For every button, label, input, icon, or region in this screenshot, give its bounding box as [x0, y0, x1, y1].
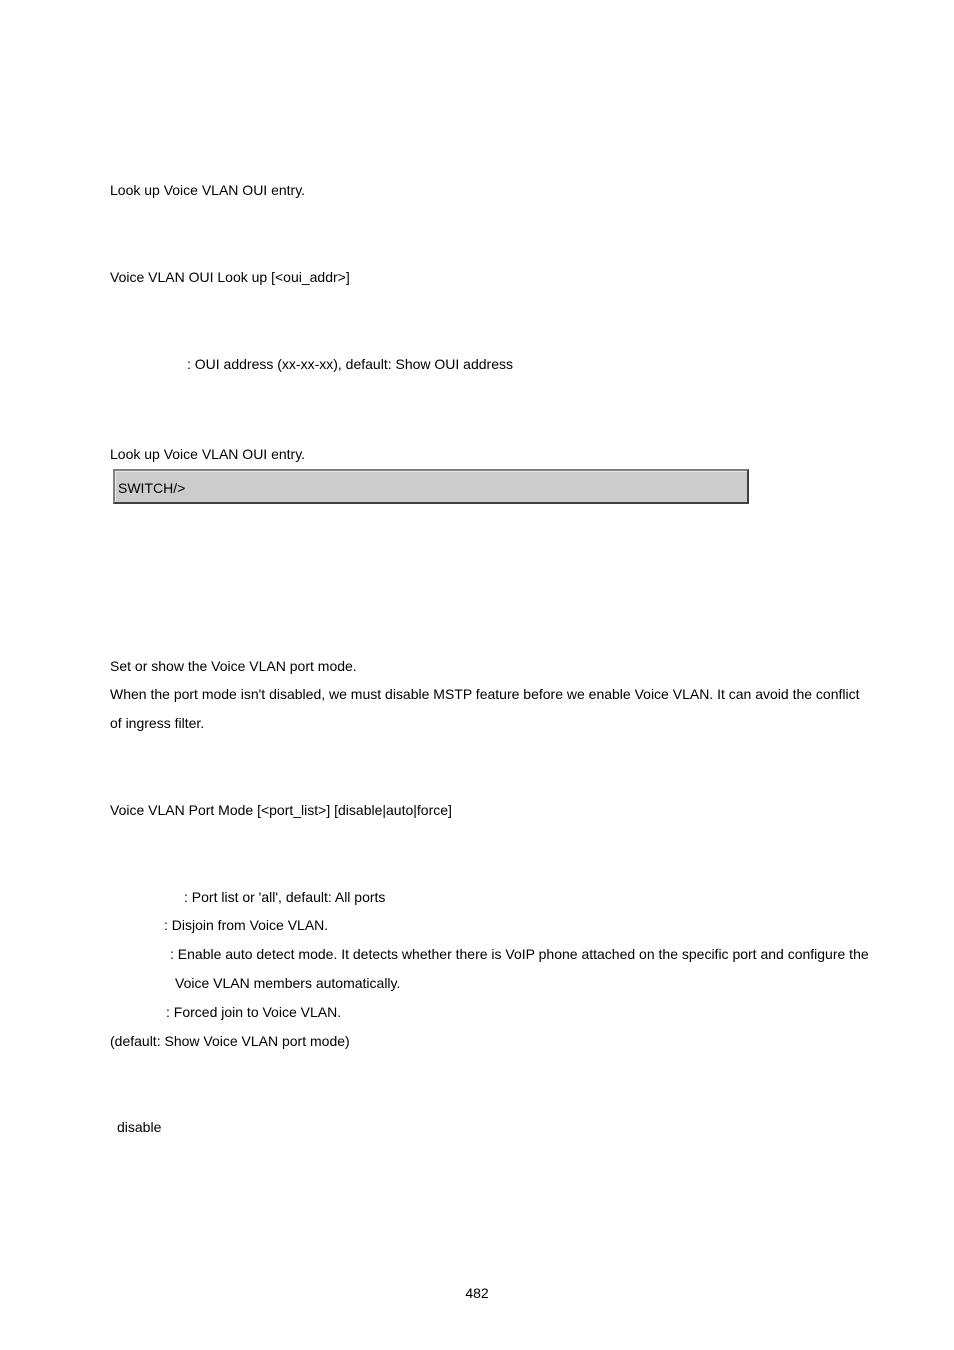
disable-parameter: : Disjoin from Voice VLAN.	[164, 917, 329, 933]
page-number: 482	[465, 1285, 489, 1301]
force-parameter: : Forced join to Voice VLAN.	[166, 1004, 342, 1020]
example-command: SWITCH/>	[118, 480, 186, 496]
port-mode-description-line2: When the port mode isn't disabled, we must disable MSTP feature before we enable Voice VLAN. It can avoid the conflict	[110, 686, 860, 702]
default-value: disable	[117, 1119, 162, 1135]
oui-lookup-syntax: Voice VLAN OUI Look up [<oui_addr>]	[110, 269, 350, 285]
port-list-parameter: : Port list or 'all', default: All ports	[184, 889, 386, 905]
auto-parameter-line1: : Enable auto detect mode. It detects whether there is VoIP phone attached on the specific port and configure the	[170, 946, 869, 962]
auto-parameter-line2: Voice VLAN members automatically.	[175, 975, 401, 991]
port-mode-description-line3: of ingress filter.	[110, 715, 205, 731]
oui-lookup-description: Look up Voice VLAN OUI entry.	[110, 182, 306, 198]
port-mode-syntax: Voice VLAN Port Mode [<port_list>] [disable|auto|force]	[110, 802, 452, 818]
oui-lookup-example-description: Look up Voice VLAN OUI entry.	[110, 446, 306, 462]
default-note: (default: Show Voice VLAN port mode)	[110, 1033, 350, 1049]
oui-addr-parameter: : OUI address (xx-xx-xx), default: Show OUI address	[187, 356, 513, 372]
example-code-box	[113, 469, 749, 504]
port-mode-description-line1: Set or show the Voice VLAN port mode.	[110, 658, 357, 674]
